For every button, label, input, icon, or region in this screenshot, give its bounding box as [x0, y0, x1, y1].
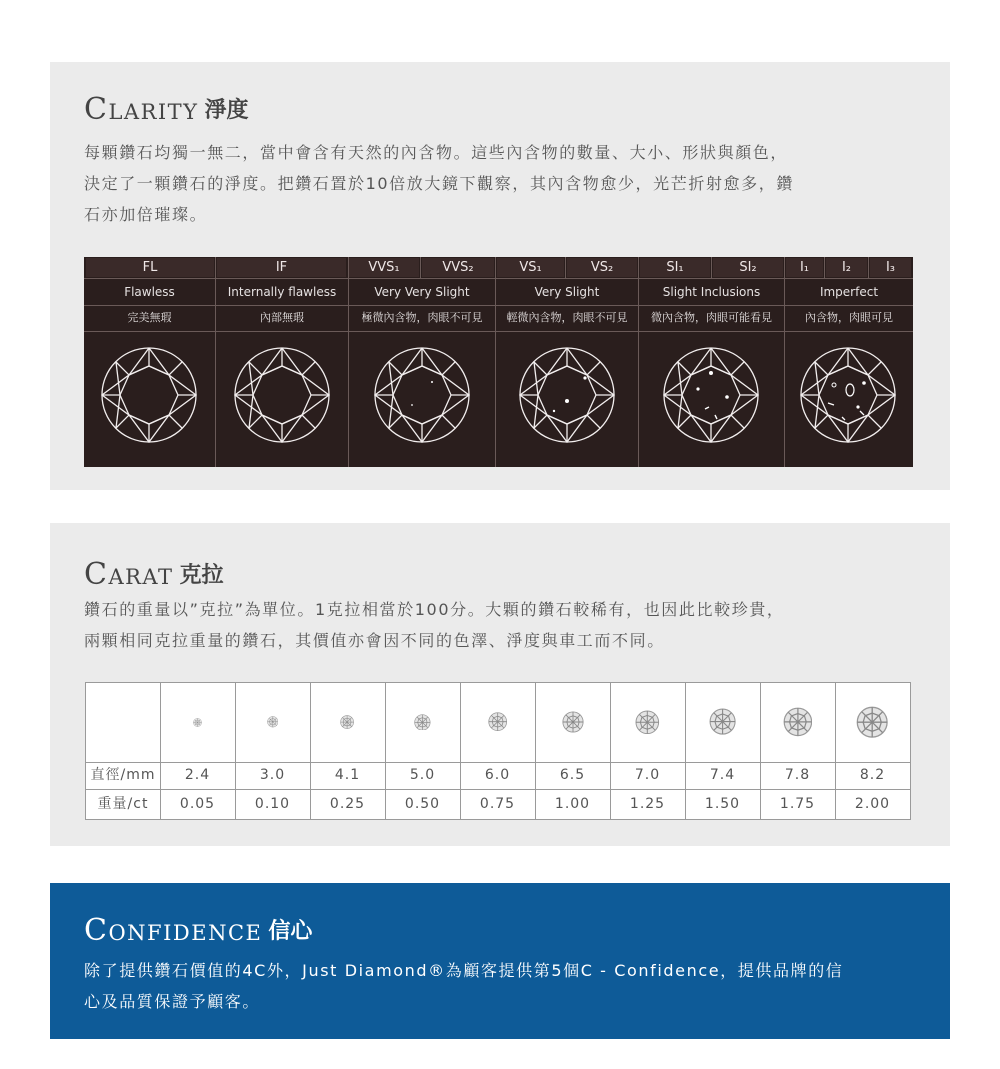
grid-line	[348, 257, 349, 467]
confidence-line: 心及品質保證予顧客。	[84, 992, 261, 1011]
grade-fl: FL	[86, 258, 214, 277]
clarity-grade-table	[84, 257, 913, 467]
group-zh-vvs: 極微內含物，肉眼不可見	[361, 311, 483, 324]
diamond-diagram-imperfect	[798, 345, 898, 445]
carat-heading	[84, 557, 223, 592]
diamond-size-icon	[340, 715, 354, 729]
grid-line	[868, 257, 869, 278]
weight-value: 1.50	[704, 796, 741, 812]
confidence-section	[50, 883, 950, 1039]
diameter-value: 2.4	[184, 767, 211, 783]
weight-value: 1.75	[779, 796, 816, 812]
group-en-internally-flawless: Internally flawless	[227, 285, 337, 299]
grid-line	[495, 257, 496, 467]
confidence-title-zh: 信心	[268, 919, 313, 944]
grade-i2: I₂	[826, 258, 867, 277]
group-en-flawless: Flawless	[124, 285, 175, 299]
group-zh-internally-flawless: 內部無瑕	[260, 311, 304, 324]
group-zh-flawless: 完美無瑕	[127, 311, 172, 324]
diamond-diagram-vvs	[372, 345, 472, 445]
clarity-line: 石亦加倍璀璨。	[84, 205, 208, 224]
clarity-title-zh: 淨度	[204, 98, 249, 123]
clarity-description	[84, 137, 914, 230]
group-en-vs: Very Slight	[534, 285, 600, 299]
grade-i3: I₃	[870, 258, 911, 277]
carat-title-en: Carat	[84, 557, 174, 592]
carat-section	[50, 523, 950, 846]
grade-vs2: VS₂	[567, 258, 637, 277]
diameter-value: 8.2	[859, 767, 886, 783]
group-zh-si: 微內含物，肉眼可能看見	[651, 311, 772, 324]
clarity-title-en: Clarity	[84, 92, 199, 127]
clarity-section	[50, 62, 950, 490]
confidence-line: 除了提供鑽石價值的4C外，Just Diamond®為顧客提供第5個C - Confidence，提供品牌的信	[84, 961, 844, 980]
grade-if: IF	[217, 258, 346, 277]
weight-value: 2.00	[854, 796, 891, 812]
diamond-size-icon	[856, 706, 888, 738]
confidence-description	[84, 955, 914, 1017]
grade-i1: I₁	[786, 258, 823, 277]
grid-line	[824, 257, 825, 278]
diamond-size-icon	[267, 716, 279, 728]
diamond-diagram-fl	[99, 345, 199, 445]
grid-line	[711, 257, 712, 278]
diamond-size-icon	[488, 712, 507, 731]
diameter-value: 3.0	[259, 767, 286, 783]
diameter-value: 7.0	[634, 767, 661, 783]
group-en-vvs: Very Very Slight	[374, 285, 470, 299]
carat-size-table	[85, 682, 911, 820]
grade-vvs2: VVS₂	[422, 258, 494, 277]
carat-title-zh: 克拉	[179, 563, 224, 588]
diamond-size-icon	[193, 718, 202, 727]
grid-line	[784, 257, 785, 467]
grid-line	[84, 305, 913, 306]
grid-line	[638, 257, 639, 467]
diameter-value: 6.5	[559, 767, 586, 783]
diamond-size-icon	[635, 710, 660, 735]
weight-value: 0.05	[179, 796, 216, 812]
diameter-value: 7.8	[784, 767, 811, 783]
grid-line	[565, 257, 566, 278]
grade-vvs1: VVS₁	[349, 258, 419, 277]
diameter-value: 4.1	[334, 767, 361, 783]
grid-line	[84, 331, 913, 332]
group-zh-imperfect: 內含物，肉眼可見	[805, 311, 893, 324]
diamond-diagram-vs	[517, 345, 617, 445]
diameter-value: 6.0	[484, 767, 511, 783]
grid-line	[420, 257, 421, 278]
grid-line	[84, 278, 913, 279]
diamond-size-icon	[783, 707, 813, 737]
confidence-title-en: Confidence	[84, 913, 263, 948]
carat-line: 鑽石的重量以”克拉”為單位。1克拉相當於100分。大顆的鑽石較稀有，也因此比較珍貴，	[84, 600, 785, 619]
grade-vs1: VS₁	[497, 258, 564, 277]
weight-value: 0.25	[329, 796, 366, 812]
clarity-line: 每顆鑽石均獨一無二，當中會含有天然的內含物。這些內含物的數量、大小、形狀與顏色，	[84, 143, 789, 162]
grade-si2: SI₂	[713, 258, 783, 277]
clarity-heading	[84, 92, 249, 127]
group-en-si: Slight Inclusions	[662, 285, 761, 299]
diamond-size-icon	[709, 708, 736, 735]
grade-si1: SI₁	[640, 258, 710, 277]
weight-value: 1.00	[554, 796, 591, 812]
diamond-diagram-if	[232, 345, 332, 445]
diamond-size-icon	[562, 711, 584, 733]
carat-line: 兩顆相同克拉重量的鑽石，其價值亦會因不同的色澤、淨度與車工而不同。	[84, 631, 665, 650]
group-en-imperfect: Imperfect	[819, 285, 879, 299]
diameter-value: 7.4	[709, 767, 736, 783]
clarity-line: 決定了一顆鑽石的淨度。把鑽石置於10倍放大鏡下觀察，其內含物愈少，光芒折射愈多，鑽	[84, 174, 794, 193]
weight-value: 0.50	[404, 796, 441, 812]
diameter-value: 5.0	[409, 767, 436, 783]
diameter-row-label: 直徑/mm	[90, 767, 156, 783]
weight-value: 1.25	[629, 796, 666, 812]
diamond-diagram-si	[661, 345, 761, 445]
grid-line	[215, 257, 216, 467]
weight-row-label: 重量/ct	[97, 796, 149, 812]
carat-description	[84, 594, 914, 656]
diamond-size-icon	[414, 714, 431, 731]
weight-value: 0.10	[254, 796, 291, 812]
group-zh-vs: 輕微內含物，肉眼不可見	[506, 311, 628, 324]
weight-value: 0.75	[479, 796, 516, 812]
confidence-heading	[84, 913, 312, 948]
